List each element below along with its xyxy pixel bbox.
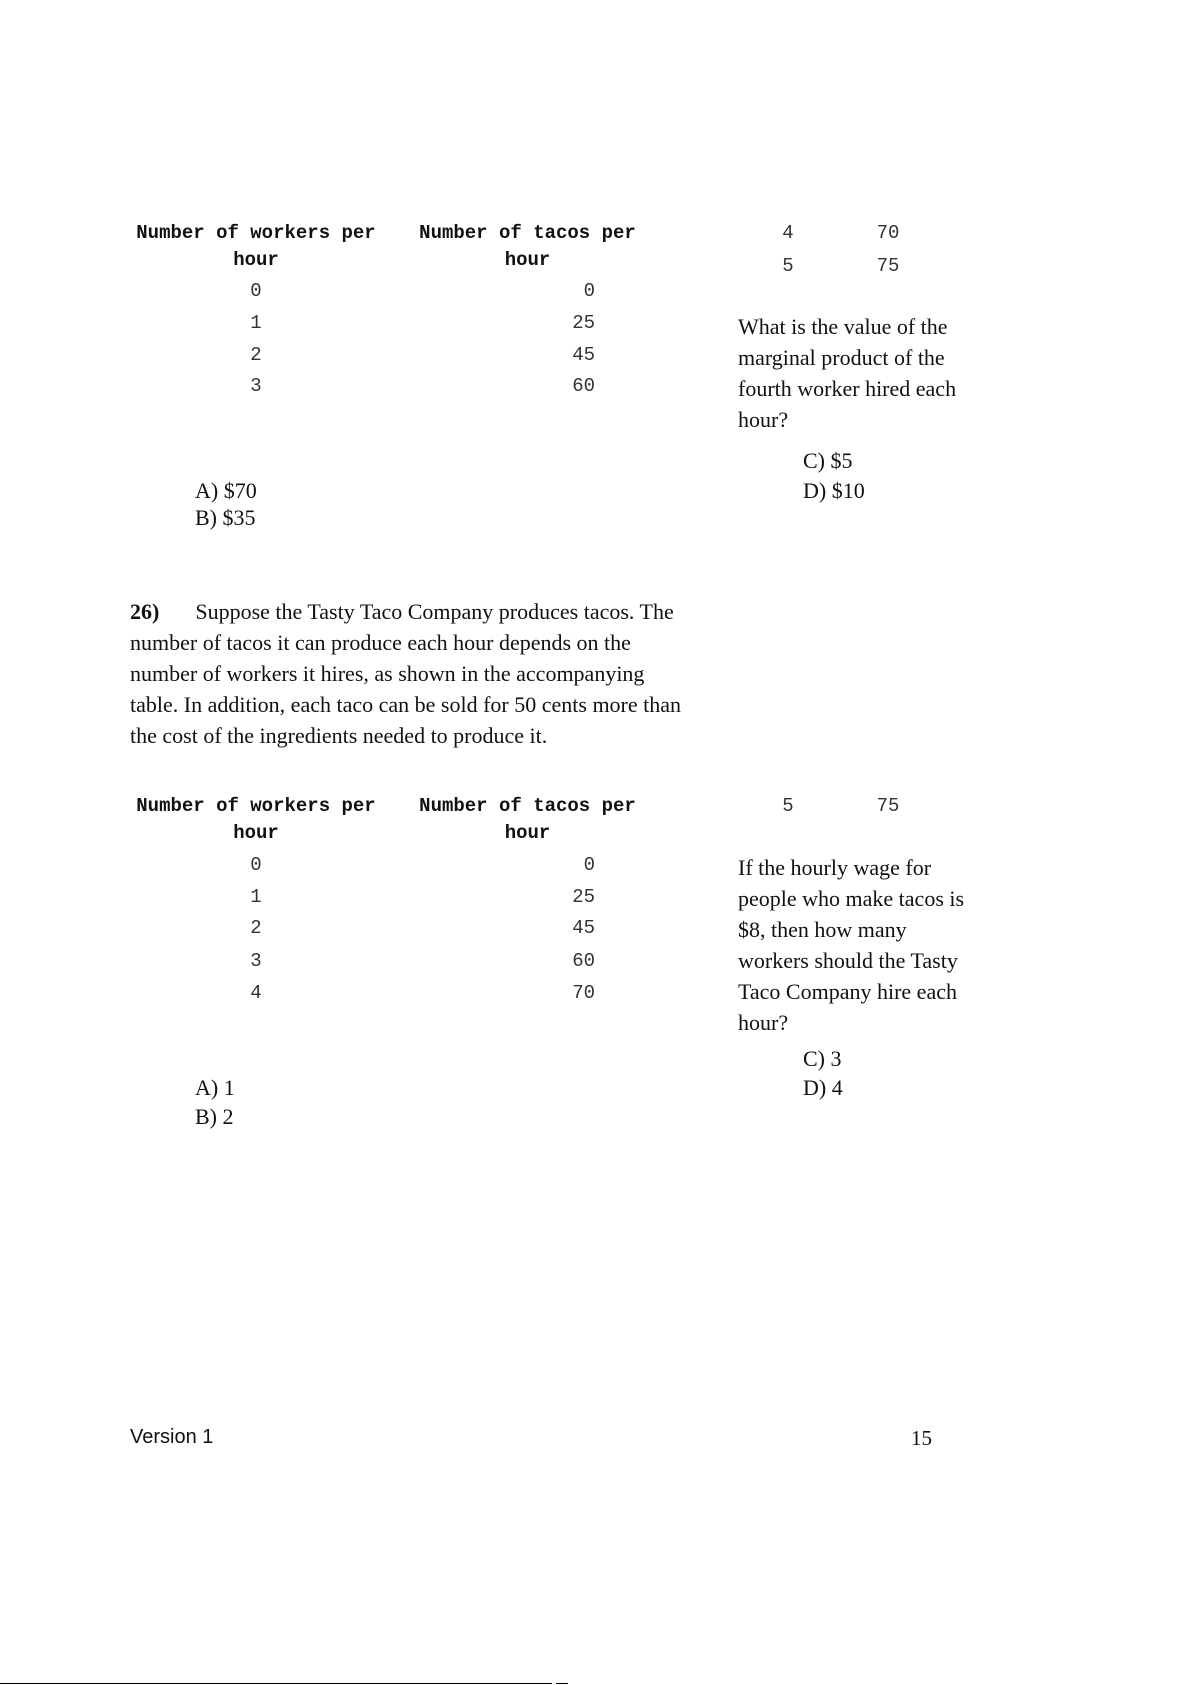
table-1-cell: 2 bbox=[250, 344, 262, 366]
footer-version: Version 1 bbox=[130, 1426, 214, 1448]
table-2-cell: 5 bbox=[782, 795, 794, 817]
question-26-text: Suppose the Tasty Taco Company produces tacos. The number of tacos it can produce each hour depends on the number of workers it hires, as shown in the accompanying table. In addition, each taco can be sold for 50 cents more than the cost of the ingredients needed to produce it. bbox=[130, 599, 682, 748]
bottom-rule-mark bbox=[556, 1683, 568, 1684]
question-2-text: If the hourly wage for people who make tacos is $8, then how many workers should the Tasty Taco Company hire each hour? bbox=[738, 855, 965, 1035]
option-d[interactable]: D) 4 bbox=[803, 1075, 843, 1100]
table-2-cell: 70 bbox=[572, 982, 595, 1004]
table-1-cell: 60 bbox=[572, 375, 595, 397]
table-1-cell: 4 bbox=[782, 222, 794, 244]
option-a[interactable]: A) $70 bbox=[195, 478, 257, 503]
table-2-cell: 1 bbox=[250, 886, 262, 908]
table-1-cell: 70 bbox=[876, 222, 900, 244]
option-b[interactable]: B) 2 bbox=[195, 1104, 234, 1129]
table-1-header-tacos: Number of tacos per hour bbox=[419, 222, 636, 271]
table-2-header-tacos: Number of tacos per hour bbox=[419, 795, 636, 844]
option-b[interactable]: B) $35 bbox=[195, 505, 256, 530]
table-1-cell: 1 bbox=[250, 312, 262, 334]
table-2-cell: 3 bbox=[250, 950, 262, 972]
table-1-cell: 75 bbox=[876, 255, 900, 277]
table-2-cell: 0 bbox=[250, 854, 262, 876]
option-c[interactable]: C) 3 bbox=[803, 1046, 842, 1071]
page-number: 15 bbox=[911, 1426, 932, 1450]
table-2-cell: 2 bbox=[250, 917, 262, 939]
table-2-cell: 25 bbox=[572, 886, 595, 908]
table-2-cell: 60 bbox=[572, 950, 595, 972]
table-2-cell: 45 bbox=[572, 917, 595, 939]
table-1-header-workers: Number of workers per hour bbox=[136, 222, 376, 271]
question-number: 26) bbox=[130, 599, 160, 624]
option-a[interactable]: A) 1 bbox=[195, 1075, 235, 1100]
question-26 bbox=[130, 596, 690, 751]
option-c[interactable]: C) $5 bbox=[803, 448, 853, 473]
table-2-header-workers: Number of workers per hour bbox=[136, 795, 376, 844]
table-2-cell: 0 bbox=[583, 854, 595, 876]
table-2-cell: 4 bbox=[250, 982, 262, 1004]
table-1-cell: 25 bbox=[572, 312, 595, 334]
bottom-rule bbox=[0, 1683, 552, 1684]
table-2-cell: 75 bbox=[876, 795, 900, 817]
table-1-cell: 0 bbox=[583, 280, 595, 302]
table-1-cell: 3 bbox=[250, 375, 262, 397]
table-1-cell: 5 bbox=[782, 255, 794, 277]
table-1-cell: 45 bbox=[572, 344, 595, 366]
option-d[interactable]: D) $10 bbox=[803, 478, 865, 503]
table-1-cell: 0 bbox=[250, 280, 262, 302]
question-1-text: What is the value of the marginal product of the fourth worker hired each hour? bbox=[738, 314, 957, 432]
